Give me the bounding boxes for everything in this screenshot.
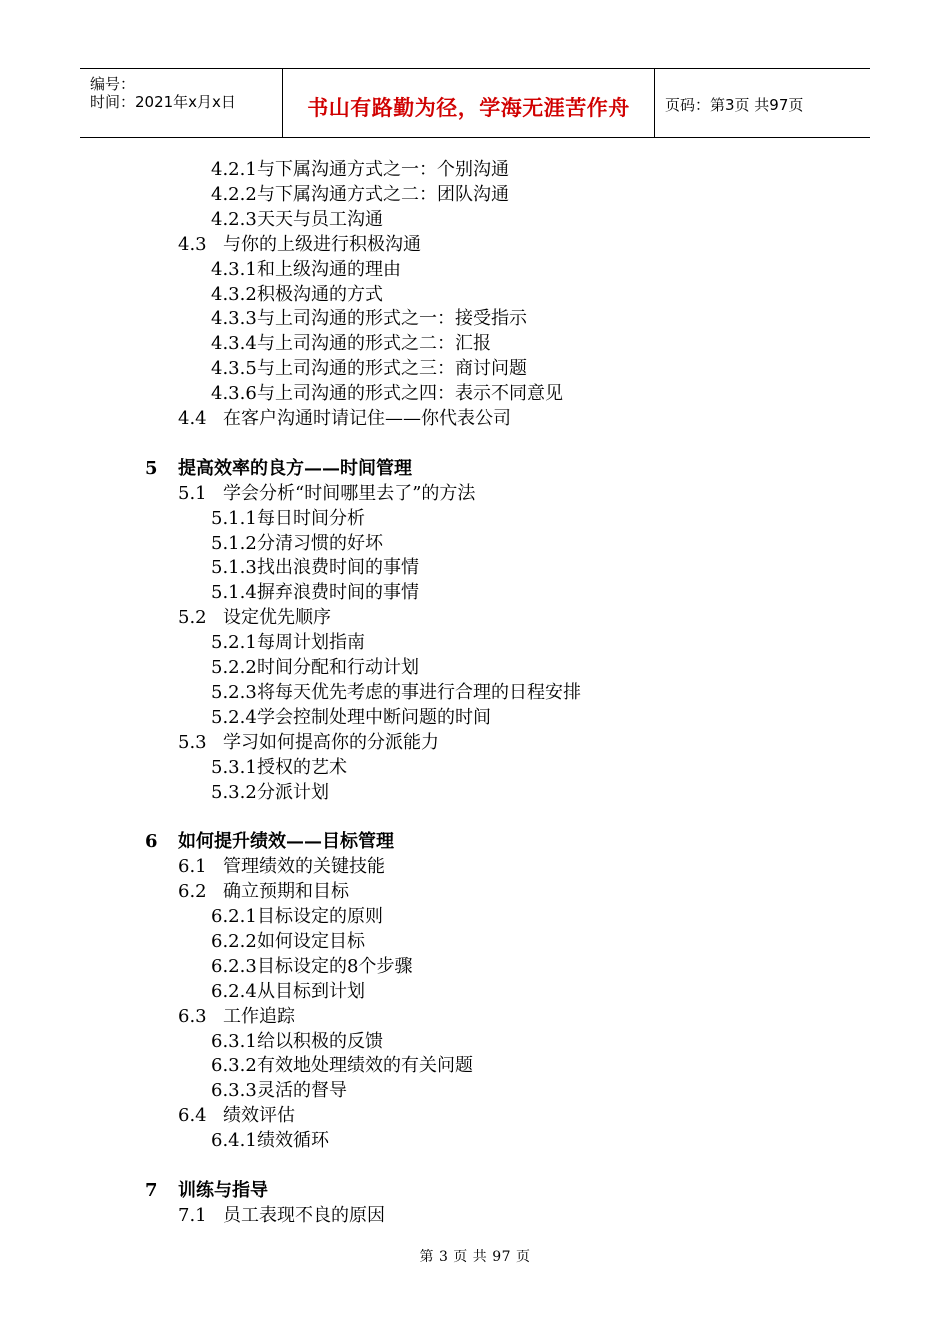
toc-entry-number: 5	[145, 457, 158, 479]
toc-entry-title: 有效地处理绩效的有关问题	[257, 1055, 473, 1077]
toc-entry-title: 工作追踪	[223, 1005, 295, 1027]
toc-entry-title: 绩效评估	[223, 1105, 295, 1127]
toc-entry-title: 将每天优先考虑的事进行合理的日程安排	[257, 681, 581, 703]
toc-entry-number: 4.3.3	[211, 308, 257, 330]
toc-entry-number: 4.2.1	[211, 159, 257, 180]
header-motto: 书山有路勤为径，学海无涯苦作舟	[307, 96, 630, 120]
time-label: 时间：2021年x月x日	[90, 93, 236, 111]
toc-entry-title: 与上司沟通的形式之一：接受指示	[257, 308, 527, 330]
toc-entry-title: 分清习惯的好坏	[257, 532, 383, 554]
toc-entry-number: 6.4	[178, 1105, 207, 1127]
toc-entry-title: 与下属沟通方式之一：个别沟通	[257, 159, 509, 180]
toc-entry-title: 找出浪费时间的事情	[257, 557, 419, 579]
toc-entry-number: 6.2.3	[211, 955, 257, 977]
toc-entry-title: 与上司沟通的形式之四：表示不同意见	[257, 383, 563, 405]
toc-entry-number: 6	[145, 831, 158, 853]
toc-entry-title: 时间分配和行动计划	[257, 657, 419, 678]
toc-entry-title: 在客户沟通时请记住——你代表公司	[223, 408, 511, 429]
toc-entry-title: 训练与指导	[178, 1179, 268, 1201]
toc-entry-title: 每日时间分析	[257, 507, 365, 529]
toc-entry-number: 6.4.1	[211, 1130, 257, 1152]
toc-entry-title: 学习如何提高你的分派能力	[223, 731, 439, 753]
toc-entry-number: 5.1.3	[211, 557, 257, 579]
toc-entry-number: 7.1	[178, 1204, 207, 1226]
toc-entry-title: 与下属沟通方式之二：团队沟通	[257, 183, 509, 205]
toc-entry-title: 管理绩效的关键技能	[223, 856, 385, 878]
toc-entry-number: 6.3.2	[211, 1055, 257, 1077]
serial-label: 编号：	[90, 75, 136, 93]
toc-entry-number: 5.3.1	[211, 756, 257, 778]
page-header	[80, 68, 870, 138]
toc-entry-number: 5.2	[178, 607, 207, 629]
toc-entry-title: 目标设定的8个步骤	[257, 955, 413, 977]
toc-entry-title: 员工表现不良的原因	[223, 1204, 385, 1226]
header-meta-cell	[80, 69, 283, 137]
toc-entry-number: 5.1.4	[211, 582, 257, 604]
toc-entry-number: 4.3.1	[211, 258, 257, 280]
toc-entry-title: 如何设定目标	[257, 930, 365, 952]
header-page-cell	[655, 69, 870, 137]
toc-entry-number: 6.3.3	[211, 1080, 257, 1102]
toc-entry-title: 分派计划	[257, 781, 329, 803]
toc-entry-number: 5.1.1	[211, 507, 257, 529]
toc-entry-title: 与上司沟通的形式之三：商讨问题	[257, 358, 527, 380]
toc-entry-number: 4.2.3	[211, 208, 257, 230]
header-page-info: 页码：第3页 共97页	[665, 96, 804, 114]
toc-entry-title: 摒弃浪费时间的事情	[257, 582, 419, 604]
toc-entry-title: 授权的艺术	[257, 756, 347, 778]
toc-entry-number: 5.1.2	[211, 532, 257, 554]
toc-entry-number: 6.2.1	[211, 906, 257, 927]
toc-entry-number: 4.3.6	[211, 383, 257, 405]
toc-entry-number: 5.2.3	[211, 681, 257, 703]
toc-entry-title: 给以积极的反馈	[257, 1030, 383, 1052]
toc-entry-number: 6.2	[178, 881, 207, 903]
toc-entry-title: 灵活的督导	[257, 1080, 347, 1102]
toc-entry-title: 每周计划指南	[257, 632, 365, 654]
toc-entry-number: 6.2.4	[211, 980, 257, 1002]
toc-entry-title: 目标设定的原则	[257, 906, 383, 927]
toc-entry-title: 从目标到计划	[257, 980, 365, 1002]
toc-entry-title: 提高效率的良方——时间管理	[178, 457, 412, 479]
toc-entry-number: 6.2.2	[211, 930, 257, 952]
toc-entry-number: 4.3.2	[211, 283, 257, 305]
toc-entry-number: 5.1	[178, 482, 207, 504]
toc-entry-number: 5.2.2	[211, 657, 257, 678]
toc-entry-number: 4.4	[178, 408, 207, 429]
toc-entry-number: 6.3	[178, 1005, 207, 1027]
toc-entry-number: 6.1	[178, 856, 207, 878]
toc-entry-title: 与上司沟通的形式之二：汇报	[257, 333, 491, 355]
toc-entry-number: 4.3.5	[211, 358, 257, 380]
toc-entry-number: 6.3.1	[211, 1030, 257, 1052]
toc-entry-number: 4.3.4	[211, 333, 257, 355]
page-footer: 第 3 页 共 97 页	[419, 1249, 531, 1265]
toc-entry-number: 5.3	[178, 731, 207, 753]
toc-entry-number: 5.3.2	[211, 781, 257, 803]
toc-entry-number: 4.3	[178, 233, 207, 255]
toc-entry-title: 积极沟通的方式	[257, 283, 383, 305]
toc-entry-number: 7	[145, 1179, 158, 1201]
toc-entry-number: 5.2.4	[211, 706, 257, 728]
toc-entry-number: 4.2.2	[211, 183, 257, 205]
toc-entry-title: 天天与员工沟通	[257, 208, 383, 230]
toc-entry-title: 绩效循环	[257, 1130, 329, 1152]
toc-entry-title: 如何提升绩效——目标管理	[178, 831, 394, 853]
toc-entry-title: 确立预期和目标	[223, 881, 349, 903]
toc-entry-number: 5.2.1	[211, 632, 257, 654]
toc-entry-title: 学会控制处理中断问题的时间	[257, 706, 491, 728]
toc-entry-title: 和上级沟通的理由	[257, 258, 401, 280]
toc-entry-title: 学会分析“时间哪里去了”的方法	[223, 482, 476, 504]
toc-entry-title: 与你的上级进行积极沟通	[223, 233, 421, 255]
header-motto-cell	[283, 69, 655, 137]
toc-entry-title: 设定优先顺序	[223, 607, 331, 629]
